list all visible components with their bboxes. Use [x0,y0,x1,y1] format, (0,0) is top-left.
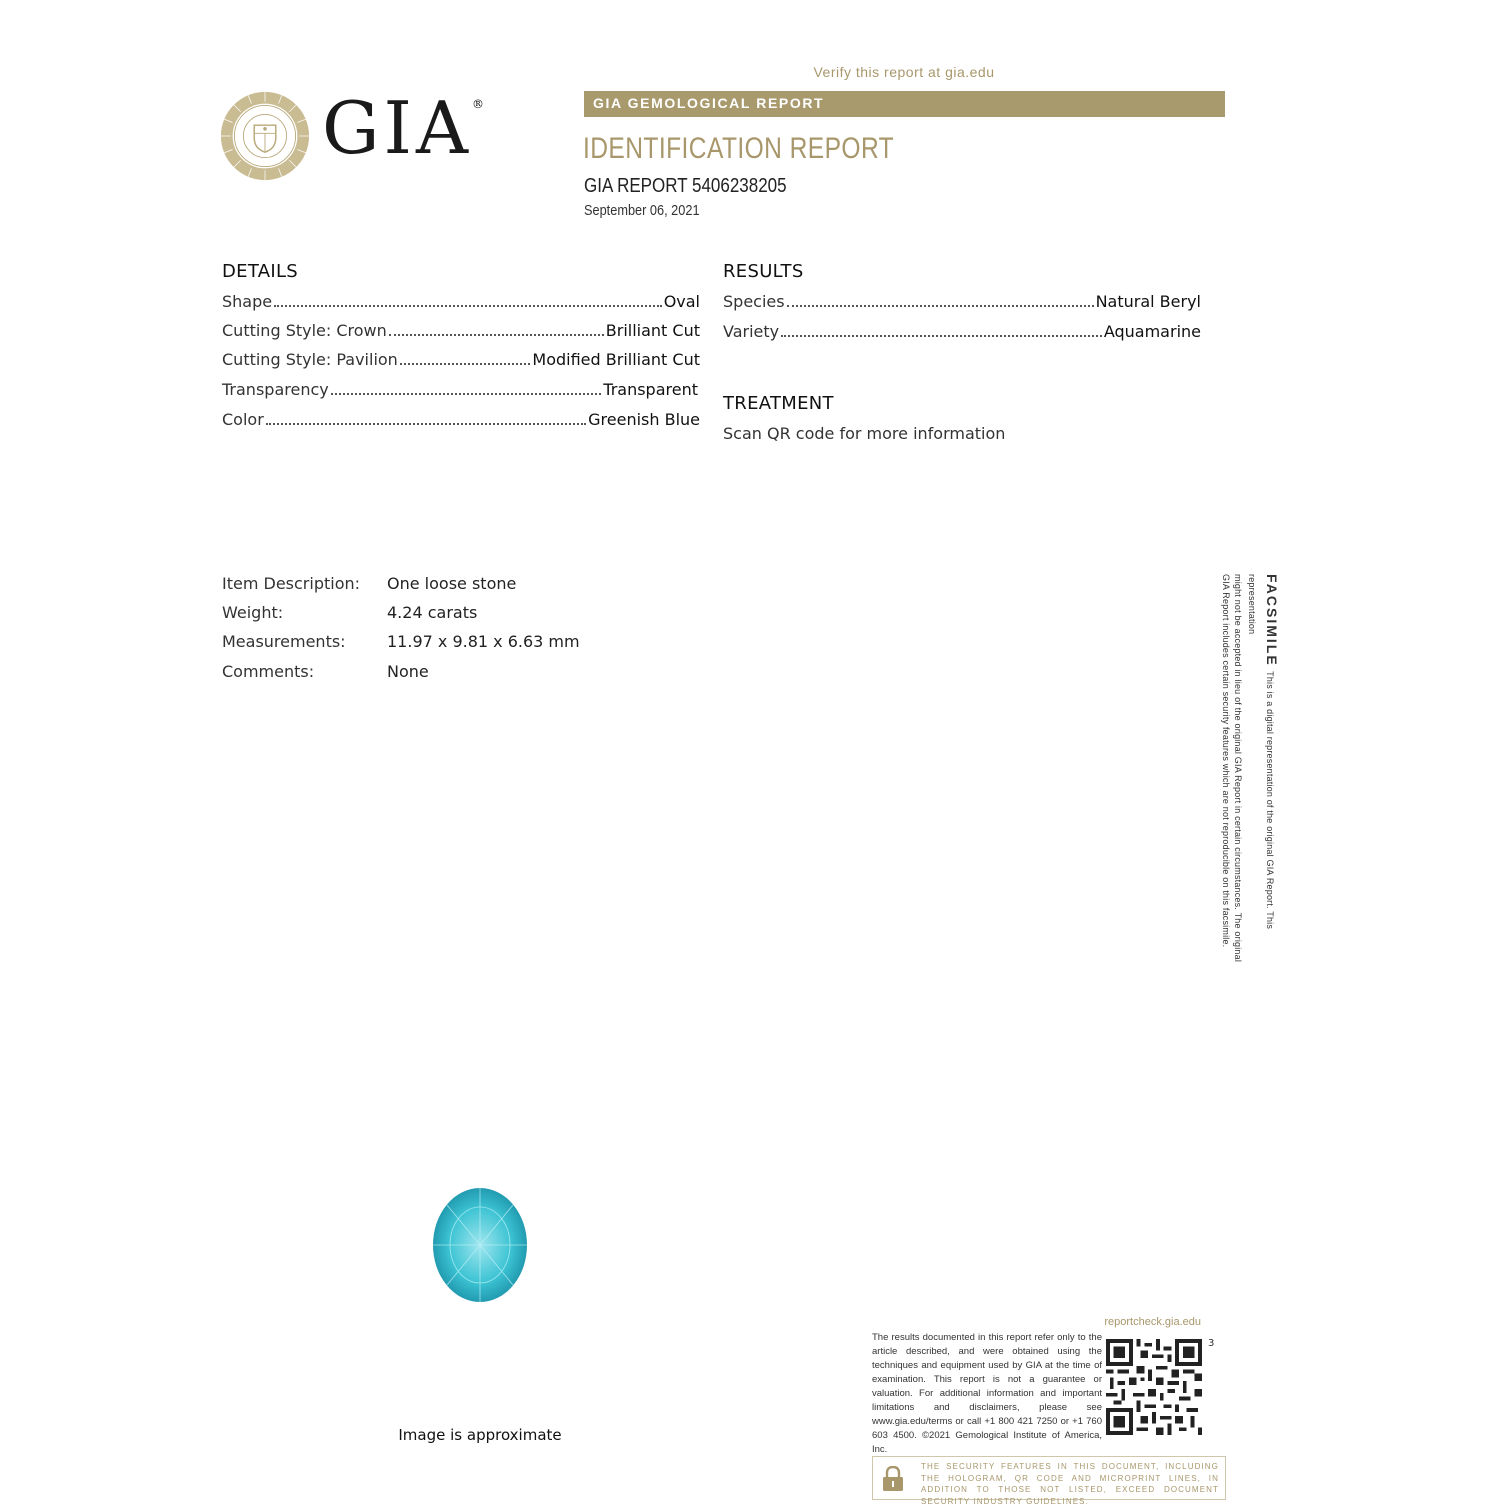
brand-bar-label: GIA GEMOLOGICAL REPORT [593,95,825,111]
details-label: Cutting Style: Crown [222,321,387,340]
details-label: Color [222,410,264,429]
facsimile-line-3: GIA Report includes certain security features which are not reproducible on this facsimile. [1221,574,1231,948]
details-title: DETAILS [222,261,299,282]
security-text: THE SECURITY FEATURES IN THIS DOCUMENT, INCLUDING THE HOLOGRAM, QR CODE AND MICROPRINT LINES, IN ADDITION TO THOSE NOT LISTED, EXCEED DOCUMENT SECURITY INDUSTRY GUIDELINES. [921,1462,1219,1506]
details-value: Oval [663,292,700,311]
details-row-crown [222,321,700,343]
results-label: Species [723,292,785,311]
facsimile-line-2: might not be accepted in lieu of the original GIA Report in certain circumstances. The original [1233,574,1243,963]
weight-value: 4.24 carats [387,603,478,622]
results-row-species [723,292,1201,314]
measurements-label: Measurements: [222,632,346,651]
report-brand-bar [584,91,1225,117]
gia-logo-text: GIA [322,86,472,170]
verify-link[interactable]: Verify this report at gia.edu [813,64,995,80]
details-row-transparency [222,380,698,402]
lock-icon [881,1466,905,1492]
treatment-title: TREATMENT [723,393,834,414]
treatment-text: Scan QR code for more information [723,424,1006,443]
facsimile-notice [1221,574,1280,986]
facsimile-title: FACSIMILE [1264,574,1280,667]
details-value: Brilliant Cut [605,321,700,340]
details-label: Shape [222,292,273,311]
page-number: 3 [1208,1338,1215,1349]
description-label: Item Description: [222,574,361,593]
image-caption: Image is approximate [398,1426,562,1444]
description-value: One loose stone [387,574,517,593]
report-number: GIA REPORT 5406238205 [584,175,787,197]
results-value: Aquamarine [1103,322,1201,341]
report-date: September 06, 2021 [584,202,700,219]
details-row-color [222,410,700,432]
details-row-pavilion [222,350,700,372]
report-type-title: IDENTIFICATION REPORT [583,132,895,165]
reportcheck-link[interactable]: reportcheck.gia.edu [1104,1316,1201,1328]
measurements-value: 11.97 x 9.81 x 6.63 mm [387,632,580,651]
details-label: Transparency [222,380,329,399]
disclaimer-text: The results documented in this report refer only to the article described, and were obtained using the techniques and equipment used by GIA at the time of examination. This report is not a guarantee or valuation. For additional information and important limitations and disclaimers, please see www.gia.edu/terms or call +1 800 421 7250 or +1 760 603 4500. ©2021 Gemological Institute of America, Inc. [872,1332,1102,1455]
comments-value: None [387,662,429,681]
results-title: RESULTS [723,261,804,282]
gemstone-image [432,1187,528,1303]
facsimile-line-1: This is a digital representation of the original GIA Report. This representation [1247,574,1275,930]
details-label: Cutting Style: Pavilion [222,350,398,369]
details-row-shape [222,292,700,314]
details-value: Modified Brilliant Cut [532,350,700,369]
comments-label: Comments: [222,662,315,681]
details-value: Greenish Blue [588,410,700,429]
security-notice [872,1456,1226,1506]
weight-label: Weight: [222,603,284,622]
results-label: Variety [723,322,780,341]
results-row-variety [723,322,1201,344]
qr-code-icon[interactable] [1106,1337,1202,1437]
results-value: Natural Beryl [1095,292,1201,311]
gia-seal-icon [220,91,310,181]
details-value: Transparent [603,380,698,399]
registered-mark: ® [471,97,484,111]
gia-logo [322,86,484,170]
